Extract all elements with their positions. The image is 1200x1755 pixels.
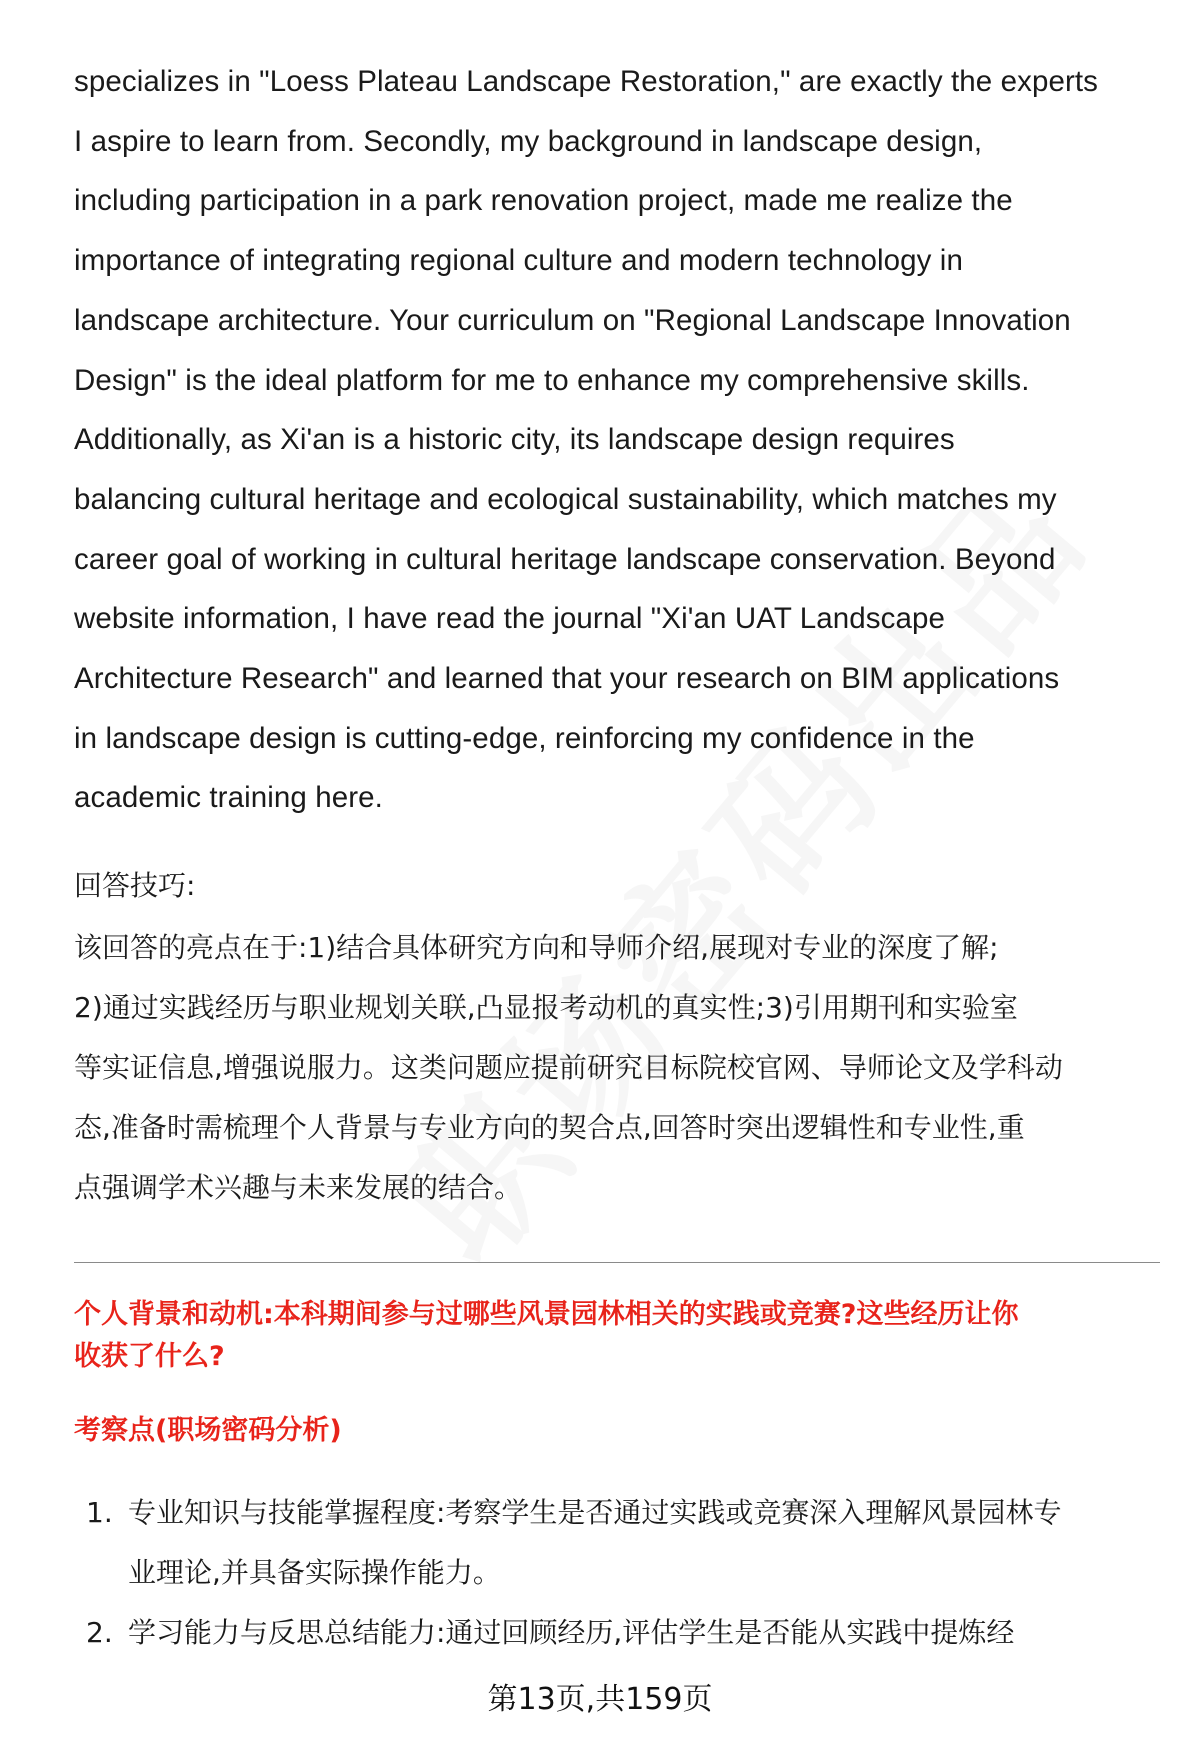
paragraph-line: academic training here. bbox=[74, 781, 383, 815]
page-footer bbox=[0, 1678, 1200, 1722]
paragraph-line: including participation in a park renovation project, made me realize the bbox=[74, 184, 1013, 218]
list-item-line: 业理论,并具备实际操作能力。 bbox=[128, 1556, 501, 1589]
paragraph-line: balancing cultural heritage and ecological sustainability, which matches my bbox=[74, 482, 1057, 516]
paragraph-line: Design" is the ideal platform for me to enhance my comprehensive skills. bbox=[74, 363, 1030, 397]
question-line: 个人背景和动机:本科期间参与过哪些风景园林相关的实践或竞赛?这些经历让你 bbox=[74, 1299, 1019, 1330]
list-item-line: 专业知识与技能掌握程度:考察学生是否通过实践或竞赛深入理解风景园林专 bbox=[128, 1496, 1062, 1529]
paragraph-line: in landscape design is cutting-edge, reinforcing my confidence in the bbox=[74, 721, 975, 755]
list-item-line: 学习能力与反思总结能力:通过回顾经历,评估学生是否能从实践中提炼经 bbox=[128, 1616, 1015, 1649]
question-line: 收获了什么? bbox=[74, 1341, 225, 1372]
paragraph-line: Additionally, as Xi'an is a historic city, its landscape design requires bbox=[74, 423, 955, 457]
document-page bbox=[74, 0, 1160, 1755]
paragraph-line: career goal of working in cultural heritage landscape conservation. Beyond bbox=[74, 542, 1056, 576]
tips-line: 等实证信息,增强说服力。这类问题应提前研究目标院校官网、导师论文及学科动 bbox=[74, 1051, 1063, 1084]
question-heading bbox=[74, 1294, 1164, 1378]
paragraph-line: importance of integrating regional culture and modern technology in bbox=[74, 244, 963, 278]
list-item bbox=[74, 1603, 1164, 1663]
tips-paragraph bbox=[74, 918, 1164, 1218]
list-item-number: 1. bbox=[86, 1496, 113, 1529]
section-divider bbox=[74, 1262, 1160, 1263]
paragraph-line: website information, I have read the journal "Xi'an UAT Landscape bbox=[74, 602, 945, 636]
list-item bbox=[74, 1483, 1164, 1603]
paragraph-line: Architecture Research" and learned that your research on BIM applications bbox=[74, 662, 1060, 696]
paragraph-line: I aspire to learn from. Secondly, my background in landscape design, bbox=[74, 124, 983, 158]
analysis-heading: 考察点(职场密码分析) bbox=[74, 1415, 342, 1446]
analysis-list bbox=[74, 1483, 1164, 1663]
paragraph-line: specializes in "Loess Plateau Landscape Restoration," are exactly the experts bbox=[74, 65, 1099, 98]
page-number-label: 第13页,共159页 bbox=[487, 1682, 713, 1717]
english-answer-paragraph bbox=[74, 52, 1164, 828]
tips-line: 态,准备时需梳理个人背景与专业方向的契合点,回答时突出逻辑性和专业性,重 bbox=[74, 1111, 1025, 1144]
list-item-number: 2. bbox=[86, 1616, 113, 1649]
tips-line: 2)通过实践经历与职业规划关联,凸显报考动机的真实性;3)引用期刊和实验室 bbox=[74, 991, 1018, 1024]
tips-line: 点强调学术兴趣与未来发展的结合。 bbox=[74, 1171, 523, 1204]
tips-line: 该回答的亮点在于:1)结合具体研究方向和导师介绍,展现对专业的深度了解; bbox=[74, 931, 999, 964]
paragraph-line: landscape architecture. Your curriculum on "Regional Landscape Innovation bbox=[74, 303, 1071, 337]
tips-heading: 回答技巧: bbox=[74, 869, 196, 902]
